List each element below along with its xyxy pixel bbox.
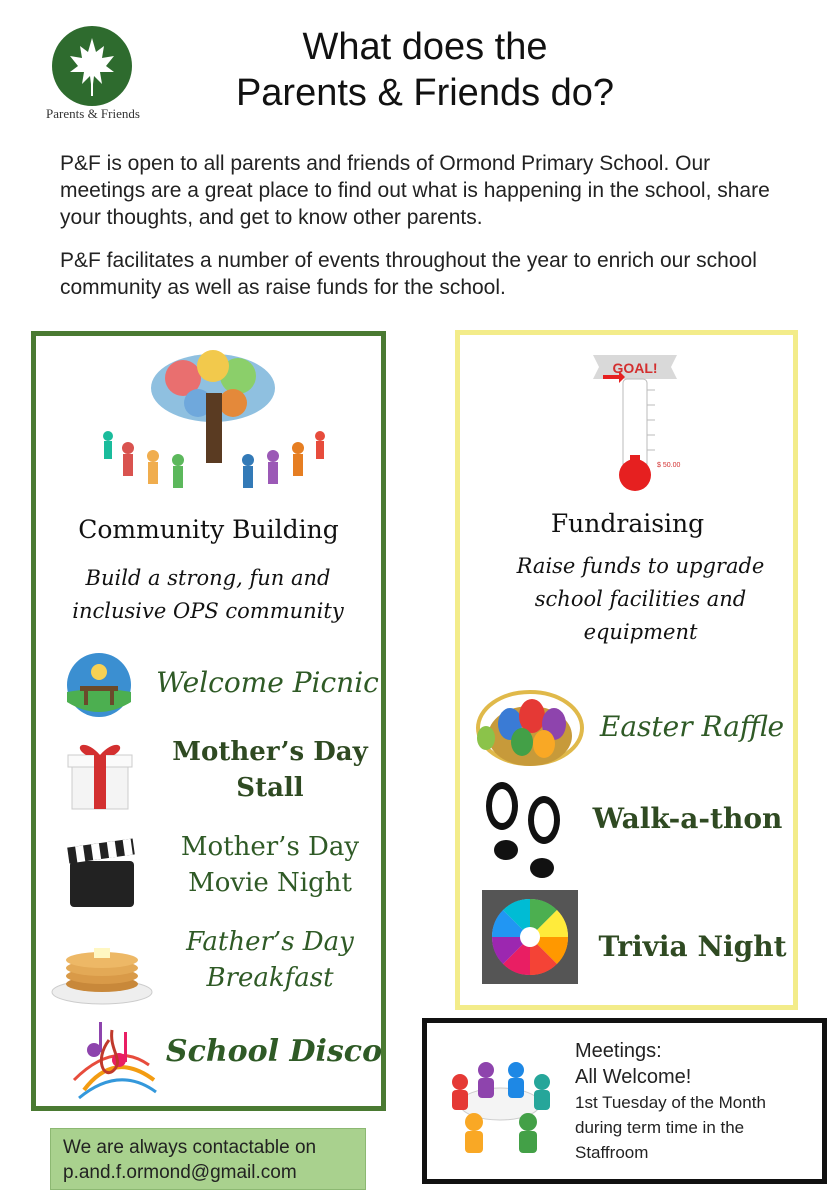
item-welcome-picnic: Welcome Picnic xyxy=(156,666,379,699)
fundraising-heading: Fundraising xyxy=(550,509,705,538)
thermometer-amount: $ 50.00 xyxy=(657,462,681,469)
item-easter-raffle: Easter Raffle xyxy=(599,710,785,743)
intro-paragraph-1: P&F is open to all parents and friends of Ormond Primary School. Our meetings are a great place to find out what is happening in the school, share your thoughts, and get to know other parents. xyxy=(60,152,770,229)
meetings-schedule-1: 1st Tuesday of the Month xyxy=(575,1093,766,1112)
meetings-title: Meetings: xyxy=(575,1040,662,1062)
contact-email-link[interactable]: p.and.f.ormond@gmail.com xyxy=(63,1162,297,1183)
contact-box xyxy=(50,1128,366,1190)
meetings-location: Staffroom xyxy=(575,1143,649,1162)
intro-paragraph-2: P&F facilitates a number of events throughout the year to enrich our school community as well as raise funds for the school. xyxy=(60,249,757,299)
maple-leaf-icon xyxy=(52,26,132,106)
item-mothers-day-movie-night: Mother’s Day Movie Night xyxy=(180,832,360,898)
thermometer-goal-label: GOAL! xyxy=(612,360,658,376)
contact-text: We are always contactable on xyxy=(63,1137,317,1158)
meetings-text xyxy=(575,1038,820,1165)
logo-caption: Parents & Friends xyxy=(46,106,140,121)
meetings-schedule-2: during term time in the xyxy=(575,1118,745,1137)
gift-box-icon xyxy=(64,733,136,813)
community-subheading: Build a strong, fun and inclusive OPS community xyxy=(72,566,344,623)
community-heading: Community Building xyxy=(78,515,339,544)
title-line-1: What does the xyxy=(302,26,548,68)
picnic-icon xyxy=(66,652,132,718)
logo-circle xyxy=(52,26,132,106)
page-title xyxy=(180,24,670,116)
footprints-icon xyxy=(478,776,570,886)
item-school-disco: School Disco xyxy=(165,1034,383,1069)
title-line-2: Parents & Friends do? xyxy=(235,72,615,114)
meetings-welcome: All Welcome! xyxy=(575,1066,692,1088)
item-fathers-day-breakfast: Father’s Day Breakfast xyxy=(186,927,354,993)
fundraising-subheading: Raise funds to upgrade school facilities and equipment xyxy=(516,554,765,644)
thermometer-icon xyxy=(585,345,685,495)
logo xyxy=(28,22,158,132)
item-trivia-night: Trivia Night xyxy=(598,930,787,963)
easter-eggs-icon xyxy=(470,668,588,772)
item-walk-a-thon: Walk-a-thon xyxy=(592,802,783,835)
clapperboard-icon xyxy=(66,835,138,911)
meeting-table-icon xyxy=(436,1042,566,1158)
item-mothers-day-stall: Mother’s Day Stall xyxy=(172,737,368,803)
pancakes-icon xyxy=(50,930,154,1006)
community-tree-icon xyxy=(88,348,338,498)
music-notes-icon xyxy=(64,1010,160,1106)
trivia-wheel-icon xyxy=(482,890,578,984)
